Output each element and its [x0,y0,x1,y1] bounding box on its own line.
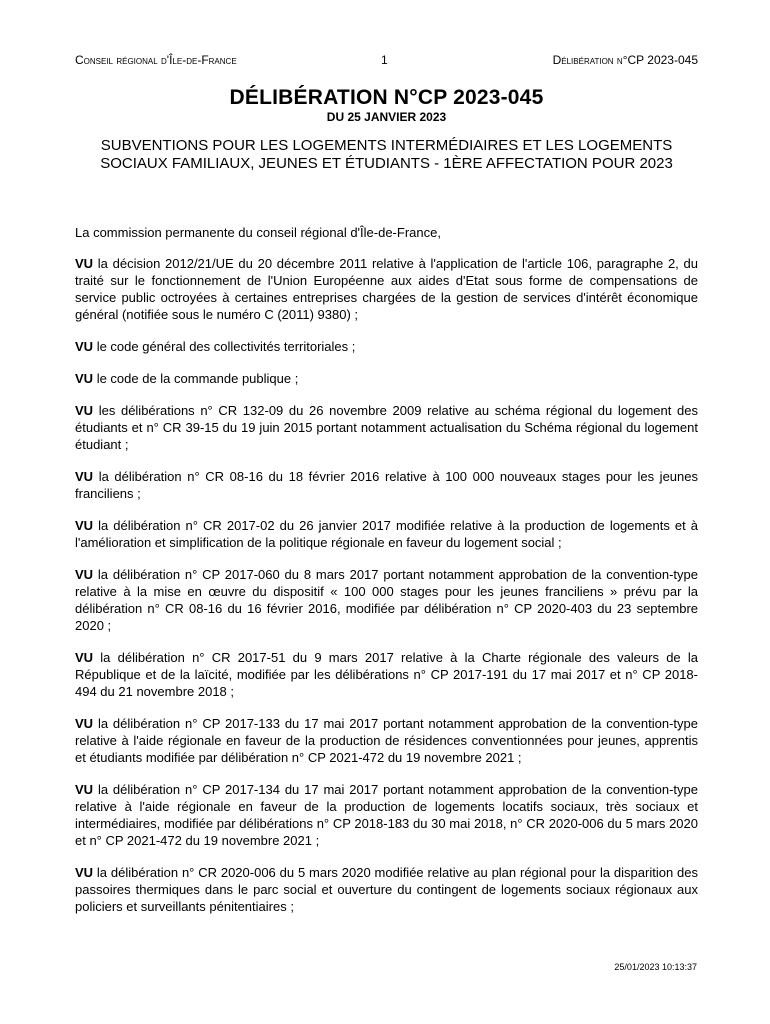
consideration-text: la délibération n° CR 2017-51 du 9 mars 2017 relative à la Charte régionale des valeurs de la République et de la laïcité, modifiée par les délibérations n° CP 2017-191 du 17 mai 2017 et n° CP 2018-494 du 21 novembre 2018 ; [75,650,698,699]
title-block [75,86,698,173]
vu-label: VU [75,865,94,880]
consideration-text: les délibérations n° CR 132-09 du 26 novembre 2009 relative au schéma régional du logement des étudiants et n° CR 39-15 du 19 juin 2015 portant notamment actualisation du Schéma régional du logement étudiant ; [75,403,698,452]
vu-label: VU [75,256,94,271]
consideration-item [75,649,698,700]
header-page-number: 1 [381,53,388,67]
header-issuer: Conseil régional d'Île-de-France [75,53,237,67]
header-deliberation-ref [553,52,698,68]
consideration-text: la délibération n° CR 2017-02 du 26 janvier 2017 modifiée relative à la production de logements et à l'amélioration et simplification de la politique régionale en faveur du logement social ; [75,518,698,550]
consideration-text: la délibération n° CP 2017-133 du 17 mai 2017 portant notamment approbation de la convention-type relative à l'aide régionale en faveur de la production de résidences conventionnées pour jeunes, apprentis et étudiants modifiée par délibération n° CP 2021-472 du 19 novembre 2021 ; [75,716,698,765]
consideration-text: la décision 2012/21/UE du 20 décembre 2011 relative à l'application de l'article 106, paragraphe 2, du traité sur le fonctionnement de l'Union Européenne aux aides d'Etat sous forme de compensations de service public octroyées à certaines entreprises chargées de la gestion de services d'intérêt économique général (notifiée sous le numéro C (2011) 9380) ; [75,256,698,322]
vu-label: VU [75,650,94,665]
consideration-item [75,370,698,387]
consideration-item [75,715,698,766]
vu-label: VU [75,403,94,418]
footer-timestamp: 25/01/2023 10:13:37 [614,962,697,972]
deliberation-body [75,224,698,930]
consideration-text: la délibération n° CP 2017-060 du 8 mars 2017 portant notamment approbation de la convention-type relative à la mise en œuvre du dispositif « 100 000 stages pour les jeunes franciliens » prévu par la délibération n° CR 08-16 du 16 février 2016, modifiée par délibération n° CP 2020-403 du 23 septembre 2020 ; [75,567,698,633]
consideration-item [75,338,698,355]
consideration-text: la délibération n° CR 08-16 du 18 février 2016 relative à 100 000 nouveaux stages pour les jeunes franciliens ; [75,469,698,501]
consideration-item [75,781,698,849]
header-ref-prefix: Délibération n° [552,53,628,67]
consideration-item [75,517,698,551]
deliberation-subject: SUBVENTIONS POUR LES LOGEMENTS INTERMÉDIAIRES ET LES LOGEMENTS SOCIAUX FAMILIAUX, JEUNES ET ÉTUDIANTS - 1ÈRE AFFECTATION POUR 2023 [100,137,673,172]
consideration-item [75,864,698,915]
consideration-text: la délibération n° CR 2020-006 du 5 mars 2020 modifiée relative au plan régional pour la disparition des passoires thermiques dans le parc social et ouverture du contingent de logements sociaux régionaux aux policiers et surveillants pénitentiaires ; [75,865,698,914]
vu-label: VU [75,782,94,797]
page-title: DÉLIBÉRATION N°CP 2023-045 [229,86,544,109]
consideration-text: le code général des collectivités territoriales ; [96,339,356,354]
vu-label: VU [75,469,94,484]
consideration-item [75,402,698,453]
vu-label: VU [75,567,94,582]
header-ref-number: CP 2023-045 [627,53,698,67]
vu-label: VU [75,339,94,354]
consideration-item [75,468,698,502]
preamble: La commission permanente du conseil régional d'Île-de-France, [75,225,441,240]
consideration-item [75,255,698,323]
vu-label: VU [75,518,94,533]
vu-label: VU [75,371,94,386]
consideration-text: la délibération n° CP 2017-134 du 17 mai 2017 portant notamment approbation de la convention-type relative à l'aide régionale en faveur de la production de logements locatifs sociaux, très sociaux et intermédiaires, modifiée par délibérations n° CP 2018-183 du 30 mai 2018, n° CR 2020-006 du 5 mars 2020 et n° CP 2021-472 du 19 novembre 2021 ; [75,782,698,848]
deliberation-date: DU 25 JANVIER 2023 [326,110,447,124]
running-header [75,52,698,68]
consideration-item [75,566,698,634]
vu-label: VU [75,716,94,731]
consideration-text: le code de la commande publique ; [96,371,299,386]
